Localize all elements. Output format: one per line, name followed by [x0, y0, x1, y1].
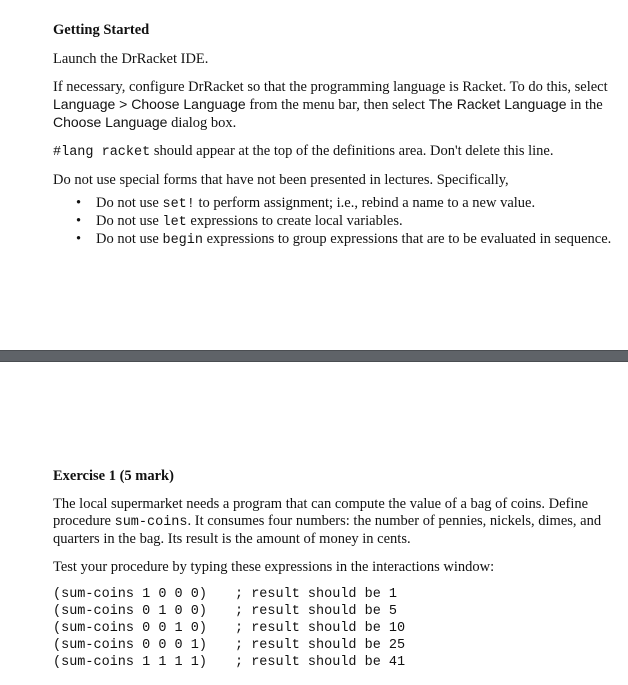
- paragraph-configure: [53, 79, 613, 132]
- text-run: in the: [566, 97, 603, 113]
- code-line: [53, 654, 613, 671]
- section-heading-exercise-1: Exercise 1 (5 mark): [53, 468, 174, 484]
- text-run: If necessary, configure DrRacket so that the programming language is Racket. To do this, select: [53, 79, 608, 95]
- paragraph-test-instructions: Test your procedure by typing these expressions in the interactions window:: [53, 559, 495, 575]
- text-run: The local supermarket needs a program that can compute the value of a bag of coins. Define procedure: [53, 496, 589, 529]
- code-comment: ; result should be 41: [235, 655, 406, 670]
- paragraph-launch: Launch the DrRacket IDE.: [53, 51, 209, 67]
- text-run: expressions to create local variables.: [186, 213, 403, 229]
- test-expressions: [53, 586, 613, 671]
- paragraph-restrictions: Do not use special forms that have not been presented in lectures. Specifically,: [53, 172, 509, 188]
- code-expression: (sum-coins 1 1 1 1): [53, 655, 207, 670]
- code-line: [53, 586, 613, 603]
- code-comment: ; result should be 1: [235, 587, 398, 602]
- code-expression: (sum-coins 1 0 0 0): [53, 587, 207, 602]
- code-comment: ; result should be 10: [235, 621, 406, 636]
- code-comment: ; result should be 25: [235, 638, 406, 653]
- list-item: [96, 195, 613, 213]
- code-line: [53, 603, 613, 620]
- list-item: [96, 213, 613, 231]
- code-lang-racket: #lang racket: [53, 145, 151, 160]
- text-run: to perform assignment; i.e., rebind a name to a new value.: [194, 195, 536, 211]
- exercise-1-section: [53, 467, 613, 671]
- paragraph-exercise-description: [53, 496, 613, 548]
- code-comment: ; result should be 5: [235, 604, 398, 619]
- text-run: Do not use: [96, 231, 163, 247]
- restrictions-list: [53, 195, 613, 249]
- code-expression: (sum-coins 0 0 1 0): [53, 621, 207, 636]
- document-page-2: [0, 362, 628, 685]
- section-heading-getting-started: Getting Started: [53, 22, 150, 38]
- code-line: [53, 637, 613, 654]
- code-expression: (sum-coins 0 0 0 1): [53, 638, 207, 653]
- code-let: let: [162, 215, 187, 230]
- text-run: from the menu bar, then select: [245, 97, 429, 113]
- code-line: [53, 620, 613, 637]
- getting-started-section: [53, 21, 613, 249]
- code-expression: (sum-coins 0 1 0 0): [53, 604, 207, 619]
- ui-label-choose-language: Choose Language: [53, 114, 168, 130]
- text-run: . It consumes four numbers: the number of pennies, nickels, dimes, and quarters in the bag. Its result is the amount of money in cents.: [53, 513, 602, 547]
- code-set: set!: [162, 197, 195, 212]
- ui-label-racket-language: The Racket Language: [428, 96, 567, 112]
- code-sum-coins: sum-coins: [114, 515, 188, 530]
- list-item: [96, 231, 613, 249]
- ui-label-menu-path: Language > Choose Language: [53, 96, 246, 112]
- page-separator: [0, 350, 628, 362]
- text-run: should appear at the top of the definitions area. Don't delete this line.: [150, 143, 554, 159]
- text-run: Do not use: [96, 195, 163, 211]
- text-run: dialog box.: [167, 115, 237, 131]
- paragraph-lang-line: [53, 143, 613, 161]
- code-begin: begin: [162, 233, 203, 248]
- text-run: Do not use: [96, 213, 163, 229]
- text-run: expressions to group expressions that are to be evaluated in sequence.: [202, 231, 612, 247]
